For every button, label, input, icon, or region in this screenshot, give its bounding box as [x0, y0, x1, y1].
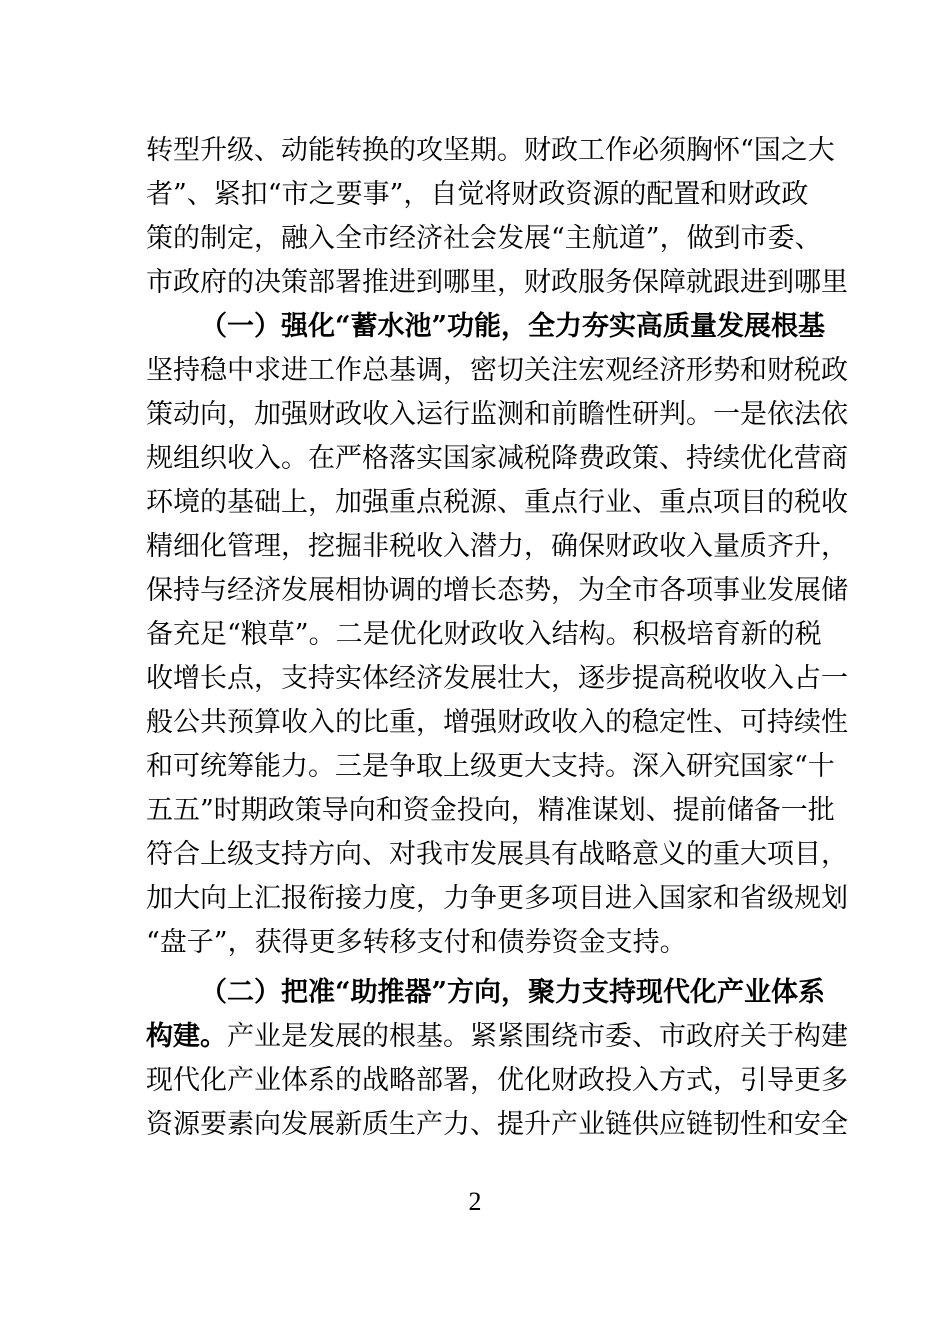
body-line: 资源要素向发展新质生产力、提升产业链供应链韧性和安全	[146, 1109, 848, 1140]
body-line: 精细化管理，挖掘非税收入潜力，确保财政收入量质齐升，	[146, 531, 848, 562]
body-line: 策动向，加强财政收入运行监测和前瞻性研判。一是依法依	[146, 399, 848, 430]
section-heading-1: （一）强化“蓄水池”功能，全力夯实高质量发展根基	[200, 311, 826, 342]
section-heading-2-continuation: 构建。	[146, 1021, 227, 1052]
body-line: 环境的基础上，加强重点税源、重点行业、重点项目的税收	[146, 487, 848, 518]
body-line: 市政府的决策部署推进到哪里，财政服务保障就跟进到哪里	[146, 267, 848, 298]
body-line: 保持与经济发展相协调的增长态势，为全市各项事业发展储	[146, 575, 848, 606]
body-text: 产业是发展的根基。紧紧围绕市委、市政府关于构建	[227, 1021, 848, 1052]
body-line: 坚持稳中求进工作总基调，密切关注宏观经济形势和财税政	[146, 355, 848, 386]
body-line: 备充足“粮草”。二是优化财政收入结构。积极培育新的税	[146, 619, 822, 650]
body-line: 符合上级支持方向、对我市发展具有战略意义的重大项目，	[146, 839, 848, 870]
body-line: 转型升级、动能转换的攻坚期。财政工作必须胸怀“国之大	[146, 135, 835, 166]
body-line: 般公共预算收入的比重，增强财政收入的稳定性、可持续性	[146, 707, 848, 738]
body-line	[146, 1017, 848, 1057]
body-line: “盘子”，获得更多转移支付和债券资金支持。	[146, 927, 687, 958]
section-heading-2: （二）把准“助推器”方向，聚力支持现代化产业体系	[200, 977, 826, 1008]
body-line: 现代化产业体系的战略部署，优化财政投入方式，引导更多	[146, 1065, 848, 1096]
body-line: 策的制定，融入全市经济社会发展“主航道”，做到市委、	[146, 223, 822, 254]
body-line: 五五”时期政策导向和资金投向，精准谋划、提前储备一批	[146, 795, 835, 826]
body-line: 收增长点，支持实体经济发展壮大，逐步提高税收收入占一	[146, 663, 848, 694]
page-number: 2	[468, 1187, 482, 1216]
body-line: 和可统筹能力。三是争取上级更大支持。深入研究国家“十	[146, 751, 835, 782]
body-line: 规组织收入。在严格落实国家减税降费政策、持续优化营商	[146, 443, 848, 474]
body-line: 加大向上汇报衔接力度，力争更多项目进入国家和省级规划	[146, 883, 848, 914]
body-line: 者”、紧扣“市之要事”，自觉将财政资源的配置和财政政	[146, 179, 809, 210]
